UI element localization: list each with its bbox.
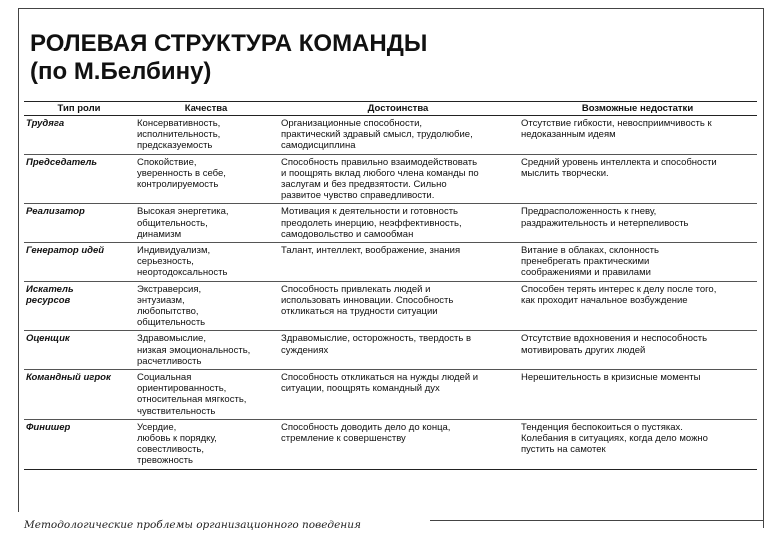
frame-bottom-border <box>430 520 764 521</box>
role-name: Финишер <box>26 421 71 433</box>
footer-caption: Методологические проблемы организационного поведения <box>24 519 361 531</box>
header-role-type: Тип роли <box>57 103 101 114</box>
table-row <box>24 330 757 369</box>
frame-top-border <box>18 8 764 9</box>
roles-table <box>24 101 757 470</box>
table-row <box>24 116 757 154</box>
role-name: Трудяга <box>26 118 65 129</box>
role-qualities: Высокая энергетика, общительность, динамизм <box>137 206 229 240</box>
role-name: Командный игрок <box>26 372 111 384</box>
role-qualities: Экстраверсия, энтузиазм, любопытство, общительность <box>137 283 206 329</box>
role-strengths: Способность привлекать людей и использовать инновации. Способность откликаться на трудности ситуации <box>281 283 454 318</box>
role-strengths: Здравомыслие, осторожность, твердость в суждениях <box>281 333 472 356</box>
page-title-line-2: (по М.Белбину) <box>30 58 212 85</box>
table-row <box>24 154 757 204</box>
role-strengths: Способность правильно взаимодействовать и поощрять вклад любого члена команды по заслугам и без предвзятости. Сильно развитое чувство справедливости. <box>281 156 479 202</box>
role-qualities: Усердие, любовь к порядку, совестливость, тревожность <box>137 421 217 467</box>
role-weaknesses: Средний уровень интеллекта и способности мыслить творчески. <box>521 156 717 179</box>
frame-left-border <box>18 8 19 512</box>
role-weaknesses: Нерешительность в кризисные моменты <box>521 372 701 384</box>
role-name: Искатель ресурсов <box>26 283 74 306</box>
table-row <box>24 242 757 281</box>
table-row <box>24 369 757 419</box>
role-weaknesses: Тенденция беспокоиться о пустяках. Колебания в ситуациях, когда дело можно пустить на самотек <box>521 421 708 456</box>
role-qualities: Спокойствие, уверенность в себе, контролируемость <box>137 156 226 191</box>
role-weaknesses: Отсутствие гибкости, невосприимчивость к недоказанным идеям <box>521 118 712 141</box>
table-row <box>24 419 757 469</box>
frame-right-border <box>763 8 764 528</box>
page-title-line-1: РОЛЕВАЯ СТРУКТУРА КОМАНДЫ <box>30 30 428 57</box>
role-qualities: Социальная ориентированность, относительная мягкость, чувствительность <box>137 372 247 417</box>
page-title <box>30 30 427 86</box>
header-qualities: Качества <box>184 103 228 114</box>
role-strengths: Мотивация к деятельности и готовность преодолеть инерцию, неэффективность, самодовольство и самообман <box>281 206 462 240</box>
role-qualities: Консервативность, исполнительность, предсказуемость <box>137 118 221 152</box>
role-weaknesses: Предрасположенность к гневу, раздражительность и нетерпеливость <box>521 206 689 229</box>
header-strengths: Достоинства <box>367 103 429 114</box>
role-weaknesses: Отсутствие вдохновения и неспособность мотивировать других людей <box>521 333 708 356</box>
role-weaknesses: Витание в облаках, склонность пренебрегать практическими соображениями и правилами <box>521 245 659 279</box>
table-row <box>24 203 757 242</box>
role-name: Генератор идей <box>26 245 105 257</box>
header-weaknesses: Возможные недостатки <box>581 103 694 114</box>
role-strengths: Талант, интеллект, воображение, знания <box>281 245 461 257</box>
role-weaknesses: Способен терять интерес к делу после того, как проходит начальное возбуждение <box>521 283 717 306</box>
role-strengths: Способность откликаться на нужды людей и ситуации, поощрять командный дух <box>281 372 479 395</box>
role-qualities: Индивидуализм, серьезность, неортодоксальность <box>137 245 228 279</box>
table-row <box>24 281 757 331</box>
role-name: Реализатор <box>26 206 85 218</box>
role-strengths: Организационные способности, практический здравый смысл, трудолюбие, самодисциплина <box>281 118 473 152</box>
role-name: Председатель <box>26 156 98 168</box>
role-qualities: Здравомыслие, низкая эмоциональность, расчетливость <box>137 333 251 367</box>
table-header <box>24 102 757 116</box>
role-name: Оценщик <box>26 333 70 345</box>
role-strengths: Способность доводить дело до конца, стремление к совершенству <box>281 421 451 445</box>
